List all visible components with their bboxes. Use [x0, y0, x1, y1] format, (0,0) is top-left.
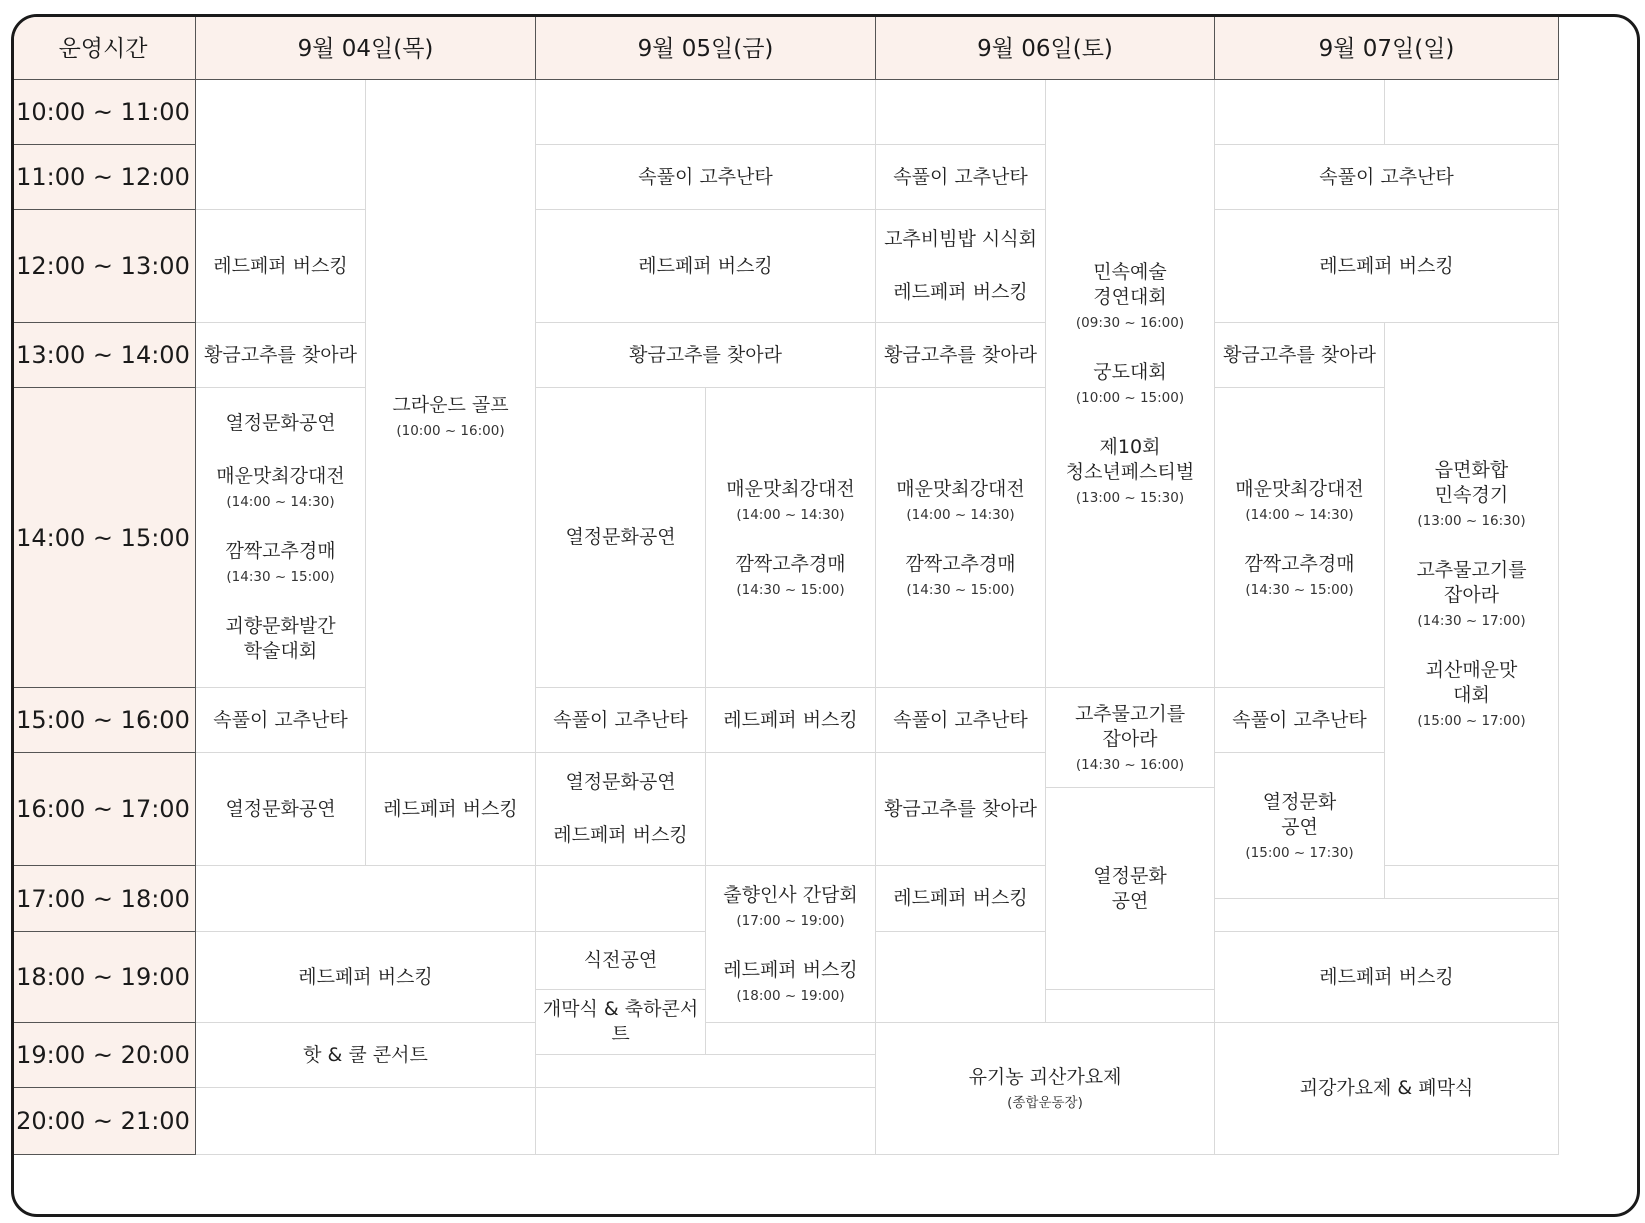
event-name: 깜짝고추경매: [735, 552, 846, 575]
time-slot: 13:00 ~ 14:00: [11, 323, 196, 388]
event-cell: [196, 323, 366, 388]
event-cell: [876, 1023, 1215, 1155]
event-item: [726, 477, 854, 524]
event-item: [1076, 260, 1184, 332]
event-cell: [876, 866, 1046, 932]
event-name: 매운맛최강대전: [726, 477, 855, 500]
event-time: (10:00 ~ 15:00): [1075, 390, 1185, 406]
time-slot: 10:00 ~ 11:00: [11, 80, 196, 145]
event-name: 궁도대회: [1093, 361, 1167, 383]
event-item: [540, 997, 701, 1047]
event-name: 민속예술 경연대회: [1093, 261, 1167, 308]
event-time: (14:00 ~ 14:30): [906, 506, 1015, 523]
event-item: [638, 254, 773, 279]
event-name: 열정문화공연: [225, 797, 336, 820]
event-time: (17:00 ~ 19:00): [736, 913, 845, 929]
event-time: (14:30 ~ 17:00): [1417, 613, 1526, 629]
event-name: 열정문화공연: [565, 526, 676, 548]
event-item: [553, 823, 688, 848]
event-cell: [366, 80, 536, 753]
event-item: [629, 343, 782, 368]
time-slot: 17:00 ~ 18:00: [11, 866, 196, 932]
event-cell: [876, 145, 1046, 210]
event-name: 속풀이 고추난타: [893, 708, 1028, 731]
event-name: 고추비빔밥 시식회: [884, 228, 1037, 250]
event-name: 레드페퍼 버스킹: [553, 824, 688, 846]
event-name: 레드페퍼 버스킹: [383, 797, 518, 820]
empty-cell: [536, 1088, 876, 1155]
schedule-grid: [14, 17, 1637, 1214]
empty-cell: [536, 1055, 876, 1088]
event-name: 속풀이 고추난타: [1319, 165, 1454, 188]
header-time-label: 운영시간: [11, 14, 196, 80]
event-item: [1319, 254, 1454, 279]
event-cell: [196, 688, 366, 753]
time-slot: 14:00 ~ 15:00: [11, 388, 196, 688]
event-cell: [536, 932, 706, 990]
event-time: (14:30 ~ 15:00): [1245, 581, 1354, 598]
empty-cell: [196, 1088, 536, 1155]
event-name: 제10회 청소년페스티벌: [1065, 436, 1195, 483]
event-name: 황금고추를 찾아라: [204, 343, 357, 366]
event-item: [392, 393, 508, 440]
event-item: [884, 797, 1037, 822]
event-cell: [1215, 932, 1559, 1023]
event-name: 속풀이 고추난타: [1232, 708, 1367, 731]
event-cell: [1215, 210, 1559, 323]
event-time: (15:00 ~ 17:30): [1245, 844, 1354, 861]
event-item: [1093, 864, 1166, 914]
event-cell: [536, 990, 706, 1055]
event-item: [1417, 658, 1525, 730]
event-cell: [1215, 388, 1385, 688]
event-item: [893, 165, 1028, 190]
header-day: 9월 05일(금): [536, 14, 876, 80]
event-cell: [1215, 145, 1559, 210]
event-name: 고추물고기를 잡아라: [1416, 559, 1527, 606]
event-name: 깜짝고추경매: [905, 552, 1016, 575]
event-name: 핫 & 쿨 콘서트: [303, 1043, 428, 1066]
event-name: 레드페퍼 버스킹: [1319, 965, 1454, 988]
event-time: (15:00 ~ 17:00): [1417, 713, 1526, 729]
event-item: [1245, 790, 1353, 862]
event-item: [225, 797, 335, 822]
header-day: 9월 07일(일): [1215, 14, 1559, 80]
event-name: 속풀이 고추난타: [893, 165, 1028, 188]
event-name: 열정문화 공연: [1093, 864, 1167, 912]
event-time: (14:30 ~ 15:00): [226, 569, 335, 585]
event-cell: [196, 753, 366, 866]
event-name: 레드페퍼 버스킹: [893, 887, 1028, 909]
event-item: [723, 708, 858, 733]
event-item: [303, 1043, 428, 1068]
event-cell: [536, 323, 876, 388]
event-cell: [196, 1023, 536, 1088]
event-name: 읍면화합 민속경기: [1434, 459, 1509, 506]
schedule-table: [11, 14, 1640, 1217]
event-item: [213, 708, 348, 733]
event-cell: [536, 145, 876, 210]
time-slot: 15:00 ~ 16:00: [11, 688, 196, 753]
event-name: 레드페퍼 버스킹: [723, 708, 858, 731]
event-name: 열정문화공연: [225, 412, 336, 434]
event-name: 괴산매운맛 대회: [1425, 659, 1518, 706]
event-name: 식전공연: [583, 949, 658, 971]
event-cell: [876, 753, 1046, 866]
event-cell: [536, 753, 706, 866]
empty-cell: [706, 753, 876, 866]
event-item: [1235, 477, 1363, 524]
time-slot: 18:00 ~ 19:00: [11, 932, 196, 1023]
event-cell: [1046, 688, 1215, 788]
event-item: [893, 886, 1028, 911]
header-day: 9월 06일(토): [876, 14, 1215, 80]
empty-cell: [876, 932, 1046, 1023]
event-name: 괴강가요제 & 폐막식: [1299, 1077, 1474, 1099]
event-name: 매운맛최강대전: [896, 477, 1025, 500]
empty-cell: [1046, 990, 1215, 1023]
event-item: [969, 1065, 1122, 1112]
event-cell: [536, 388, 706, 688]
event-name: 속풀이 고추난타: [213, 708, 348, 731]
event-cell: [876, 323, 1046, 388]
event-item: [1416, 558, 1526, 630]
event-time: (14:00 ~ 14:30): [1245, 506, 1354, 523]
event-item: [1319, 165, 1454, 190]
event-name: 속풀이 고추난타: [553, 708, 688, 731]
event-name: 깜짝고추경매: [1244, 552, 1355, 575]
event-item: [1075, 702, 1185, 774]
event-item: [225, 411, 335, 436]
event-item: [1076, 360, 1184, 407]
event-item: [225, 614, 335, 664]
time-slot: 20:00 ~ 21:00: [11, 1088, 196, 1155]
empty-cell: [196, 866, 536, 932]
event-name: 열정문화공연: [565, 771, 676, 793]
event-cell: [706, 688, 876, 753]
event-item: [723, 883, 858, 930]
event-name: 깜짝고추경매: [225, 540, 336, 562]
event-item: [204, 343, 357, 368]
event-cell: [876, 388, 1046, 688]
empty-cell: [1385, 80, 1559, 145]
event-time: (13:00 ~ 16:30): [1417, 513, 1526, 529]
event-name: 유기농 괴산가요제: [968, 1066, 1122, 1088]
event-cell: [706, 388, 876, 688]
event-time: (14:30 ~ 15:00): [906, 581, 1015, 598]
event-item: [735, 552, 845, 599]
event-name: 속풀이 고추난타: [638, 165, 773, 188]
empty-cell: [876, 80, 1046, 145]
event-name: 레드페퍼 버스킹: [213, 254, 348, 277]
event-time: (14:30 ~ 15:00): [736, 581, 845, 598]
event-item: [1232, 708, 1367, 733]
time-slot: 12:00 ~ 13:00: [11, 210, 196, 323]
event-name: 황금고추를 찾아라: [884, 797, 1037, 820]
event-name: 황금고추를 찾아라: [884, 343, 1037, 366]
event-item: [896, 477, 1024, 524]
time-slot: 19:00 ~ 20:00: [11, 1023, 196, 1088]
event-item: [638, 165, 773, 190]
empty-cell: [536, 866, 706, 932]
event-item: [893, 708, 1028, 733]
time-slot: 11:00 ~ 12:00: [11, 145, 196, 210]
event-item: [884, 227, 1037, 252]
event-item: [565, 770, 675, 795]
event-cell: [1046, 788, 1215, 990]
event-cell: [196, 388, 366, 688]
event-time: (09:30 ~ 16:00): [1075, 315, 1185, 331]
event-cell: [196, 932, 536, 1023]
empty-cell: [1215, 80, 1385, 145]
event-cell: [1215, 323, 1385, 388]
event-time: (14:00 ~ 14:30): [226, 494, 335, 510]
event-name: 레드페퍼 버스킹: [1319, 254, 1454, 277]
event-cell: [876, 210, 1046, 323]
event-cell: [1046, 80, 1215, 688]
event-name: 황금고추를 찾아라: [629, 343, 782, 366]
empty-cell: [1215, 899, 1559, 932]
event-item: [565, 525, 675, 550]
event-name: 레드페퍼 버스킹: [723, 959, 858, 981]
event-name: 매운맛최강대전: [1235, 477, 1364, 500]
event-time: (10:00 ~ 16:00): [396, 422, 505, 439]
time-slot: 16:00 ~ 17:00: [11, 753, 196, 866]
event-item: [1417, 458, 1525, 530]
event-time: (14:30 ~ 16:00): [1075, 756, 1185, 773]
event-cell: [876, 688, 1046, 753]
event-name: 황금고추를 찾아라: [1223, 343, 1376, 366]
event-name: 열정문화 공연: [1262, 790, 1337, 838]
event-item: [553, 708, 688, 733]
event-cell: [196, 210, 366, 323]
event-name: 레드페퍼 버스킹: [298, 965, 433, 988]
event-item: [216, 464, 344, 511]
event-item: [1223, 343, 1376, 368]
event-name: 레드페퍼 버스킹: [638, 254, 773, 277]
event-name: 고추물고기를 잡아라: [1074, 702, 1186, 750]
event-item: [884, 343, 1037, 368]
event-cell: [1215, 688, 1385, 753]
empty-cell: [1385, 866, 1559, 899]
event-name: 매운맛최강대전: [216, 465, 345, 487]
event-item: [723, 958, 858, 1005]
event-cell: [366, 753, 536, 866]
event-item: [383, 797, 518, 822]
event-item: [1244, 552, 1354, 599]
event-name: 출향인사 간담회: [723, 884, 858, 906]
event-cell: [1215, 1023, 1559, 1155]
header-day: 9월 04일(목): [196, 14, 536, 80]
event-cell: [1385, 323, 1559, 866]
event-time: (종합운동장): [1007, 1095, 1083, 1111]
event-time: (18:00 ~ 19:00): [736, 988, 845, 1004]
event-item: [584, 948, 657, 973]
event-cell: [1215, 753, 1385, 899]
event-item: [213, 254, 348, 279]
event-item: [905, 552, 1015, 599]
event-name: 개막식 & 축하콘서트: [542, 998, 699, 1045]
empty-cell: [196, 80, 366, 210]
event-cell: [706, 866, 876, 1023]
event-time: (13:00 ~ 15:30): [1075, 490, 1185, 506]
event-item: [298, 965, 433, 990]
event-name: 괴향문화발간 학술대회: [225, 615, 336, 662]
event-name: 레드페퍼 버스킹: [893, 281, 1028, 303]
empty-cell: [706, 1023, 876, 1055]
event-item: [225, 539, 335, 586]
event-name: 그라운드 골프: [392, 393, 509, 416]
event-cell: [536, 688, 706, 753]
event-item: [1066, 435, 1194, 507]
empty-cell: [536, 80, 876, 145]
event-time: (14:00 ~ 14:30): [736, 506, 845, 523]
event-cell: [536, 210, 876, 323]
event-item: [893, 280, 1028, 305]
event-item: [1319, 965, 1454, 990]
event-item: [1300, 1076, 1474, 1101]
